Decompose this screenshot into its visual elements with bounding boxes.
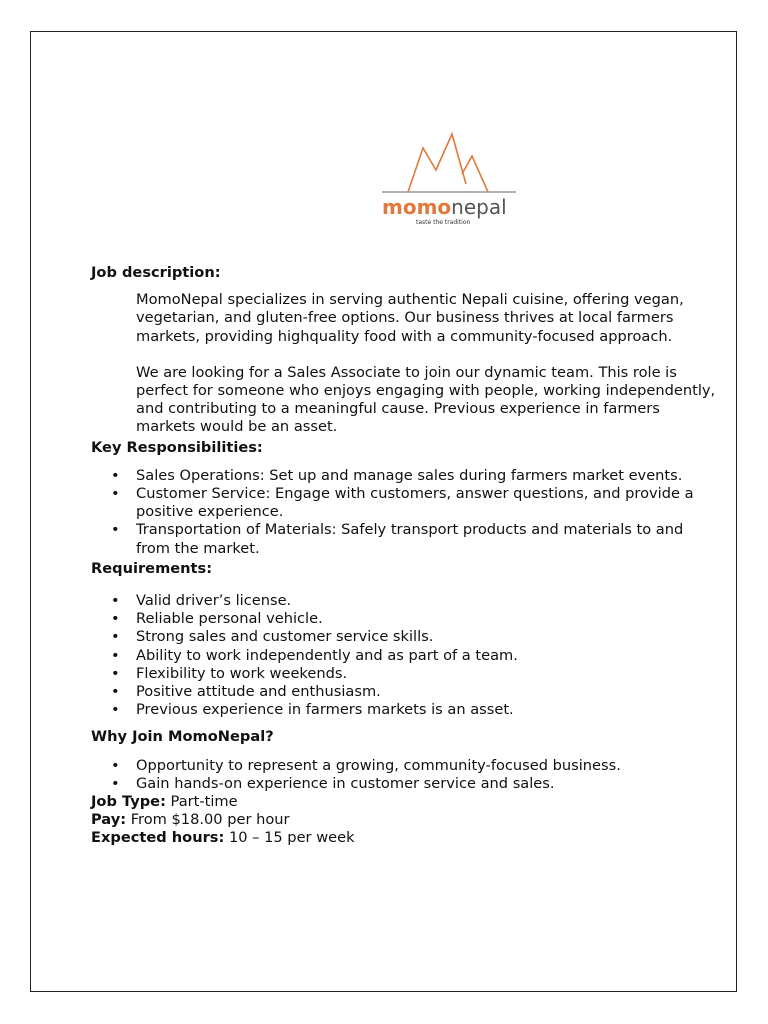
job-type-label: Job Type:: [91, 793, 166, 811]
job-type-line: [91, 793, 721, 811]
pay-label: Pay:: [91, 811, 127, 829]
list-item: • Positive attitude and enthusiasm.: [91, 683, 721, 701]
list-item: • Previous experience in farmers markets is an asset.: [91, 701, 721, 719]
list-item: • Sales Operations: Set up and manage sales during farmers market events.: [91, 467, 721, 485]
list-item: • Customer Service: Engage with customers, answer questions, and provide a positive experience.: [91, 485, 721, 521]
job-description-heading: Job description:: [91, 264, 221, 281]
list-item: • Valid driver’s license.: [91, 592, 721, 610]
list-item: • Strong sales and customer service skills.: [91, 628, 721, 646]
list-item: • Opportunity to represent a growing, community-focused business.: [91, 757, 721, 775]
list-item: • Reliable personal vehicle.: [91, 610, 721, 628]
svg-text:momonepal: [382, 195, 507, 219]
job-description-paragraph: We are looking for a Sales Associate to join our dynamic team. This role is perfect for someone who enjoys engaging with people, working independently, and contributing to a meaningful cause. Previous experience in farmers markets would be an asset.: [136, 363, 716, 436]
list-item: • Ability to work independently and as part of a team.: [91, 647, 721, 665]
why-join-list: [91, 757, 721, 793]
logo-brand-suffix: nepal: [451, 195, 507, 219]
why-join-heading: Why Join MomoNepal?: [91, 728, 274, 746]
requirements-heading: Requirements:: [91, 559, 213, 577]
pay-line: [91, 811, 721, 829]
list-item: • Transportation of Materials: Safely transport products and materials to and from the market.: [91, 521, 721, 557]
list-item: • Gain hands-on experience in customer service and sales.: [91, 775, 721, 793]
hours-value: 10 – 15 per week: [228, 829, 355, 847]
logo-brand-prefix: momo: [382, 195, 452, 219]
job-description-body: [136, 291, 721, 436]
job-posting: [91, 264, 721, 848]
list-item: • Flexibility to work weekends.: [91, 665, 721, 683]
responsibilities-list: [91, 467, 721, 558]
responsibilities-heading: Key Responsibilities:: [91, 438, 263, 456]
mountain-logo-icon: [378, 128, 520, 228]
job-description-paragraph: MomoNepal specializes in serving authentic Nepali cuisine, offering vegan, vegetarian, and gluten-free options. Our business thrives at local farmers markets, providing highquality food with a community-focused approach.: [136, 291, 684, 345]
requirements-list: [91, 592, 721, 719]
momonepal-logo: [378, 128, 520, 228]
hours-label: Expected hours:: [91, 829, 225, 847]
job-type-value: Part-time: [170, 793, 238, 811]
pay-value: From $18.00 per hour: [130, 811, 290, 829]
hours-line: [91, 829, 721, 847]
logo-tagline: taste the tradition: [416, 219, 471, 226]
